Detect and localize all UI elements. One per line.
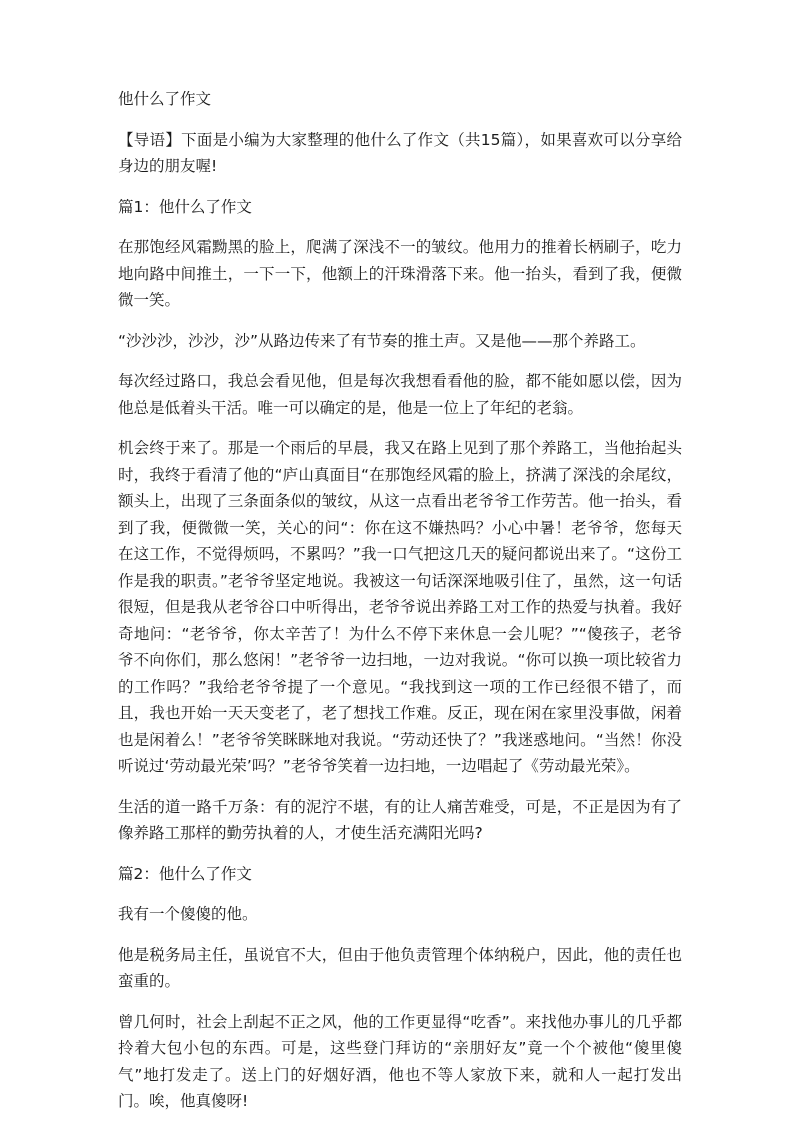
section-2-paragraph-3: 曾几何时，社会上刮起不正之风，他的工作更显得“吃香”。来找他办事儿的几乎都拎着大包小包的东西。可是，这些登门拜访的“亲朋好友”竟一个个被他“傻里傻气”地打发走了。送上门的好烟好酒，他也不等人家放下来，就和人一起打发出门。唉，他真傻呀! [118, 1012, 682, 1110]
section-1-paragraph-2: “沙沙沙，沙沙，沙”从路边传来了有节奏的推土声。又是他——那个养路工。 [118, 331, 646, 350]
intro-paragraph: 【导语】下面是小编为大家整理的他什么了作文（共15篇），如果喜欢可以分享给身边的朋友喔! [118, 130, 682, 175]
section-1-paragraph-1: 在那饱经风霜黝黑的脸上，爬满了深浅不一的皱纹。他用力的推着长柄刷子，吃力地向路中间推土，一下一下，他额上的汗珠滑落下来。他一抬头，看到了我，便微微一笑。 [118, 238, 682, 309]
document-title: 他什么了作文 [118, 90, 212, 108]
section-2-paragraph-2: 他是税务局主任，虽说官不大，但由于他负责管理个体纳税户，因此，他的责任也蛮重的。 [118, 945, 682, 990]
section-1-heading: 篇1：他什么了作文 [118, 197, 252, 216]
section-1-paragraph-4: 机会终于来了。那是一个雨后的早晨，我又在路上见到了那个养路工，当他抬起头时，我终于看清了他的“庐山真面目“在那饱经风霜的脸上，挤满了深浅的余尾纹，额头上，出现了三条面条似的皱纹，从这一点看出老爷爷工作劳苦。他一抬头，看到了我，便微微一笑，关心的问“：你在这不嫌热吗？小心中暑！老爷爷，您每天在这工作，不觉得烦吗，不累吗？”我一口气把这几天的疑问都说出来了。“这份工作是我的职责。”老爷爷坚定地说。我被这一句话深深地吸引住了，虽然，这一句话很短，但是我从老爷谷口中听得出，老爷爷说出养路工对工作的热爱与执着。我好奇地问：“老爷爷，你太辛苦了！为什么不停下来休息一会儿呢？”“傻孩子，老爷爷不向你们，那么悠闲！”老爷爷一边扫地，一边对我说。“你可以换一项比较省力的工作吗？”我给老爷爷提了一个意见。“我找到这一项的工作已经很不错了，而且，我也开始一天天变老了，老了想找工作难。反正，现在闲在家里没事做，闲着也是闲着么！”老爷爷笑眯眯地对我说。“劳动还快了？”我迷惑地问。“当然！你没听说过‘劳动最光荣’吗？”老爷爷笑着一边扫地，一边唱起了《劳动最光荣》。 [118, 439, 682, 775]
section-1-paragraph-5: 生活的道一路千万条：有的泥泞不堪，有的让人痛苦难受，可是，不正是因为有了像养路工那样的勤劳执着的人，才使生活充满阳光吗? [118, 797, 682, 842]
document-page [118, 86, 682, 1129]
section-2-heading: 篇2：他什么了作文 [118, 864, 252, 883]
section-1-paragraph-3: 每次经过路口，我总会看见他，但是每次我想看看他的脸，都不能如愿以偿，因为他总是低着头干活。唯一可以确定的是，他是一位上了年纪的老翁。 [118, 372, 682, 417]
section-2-paragraph-1: 我有一个傻傻的他。 [118, 905, 258, 923]
